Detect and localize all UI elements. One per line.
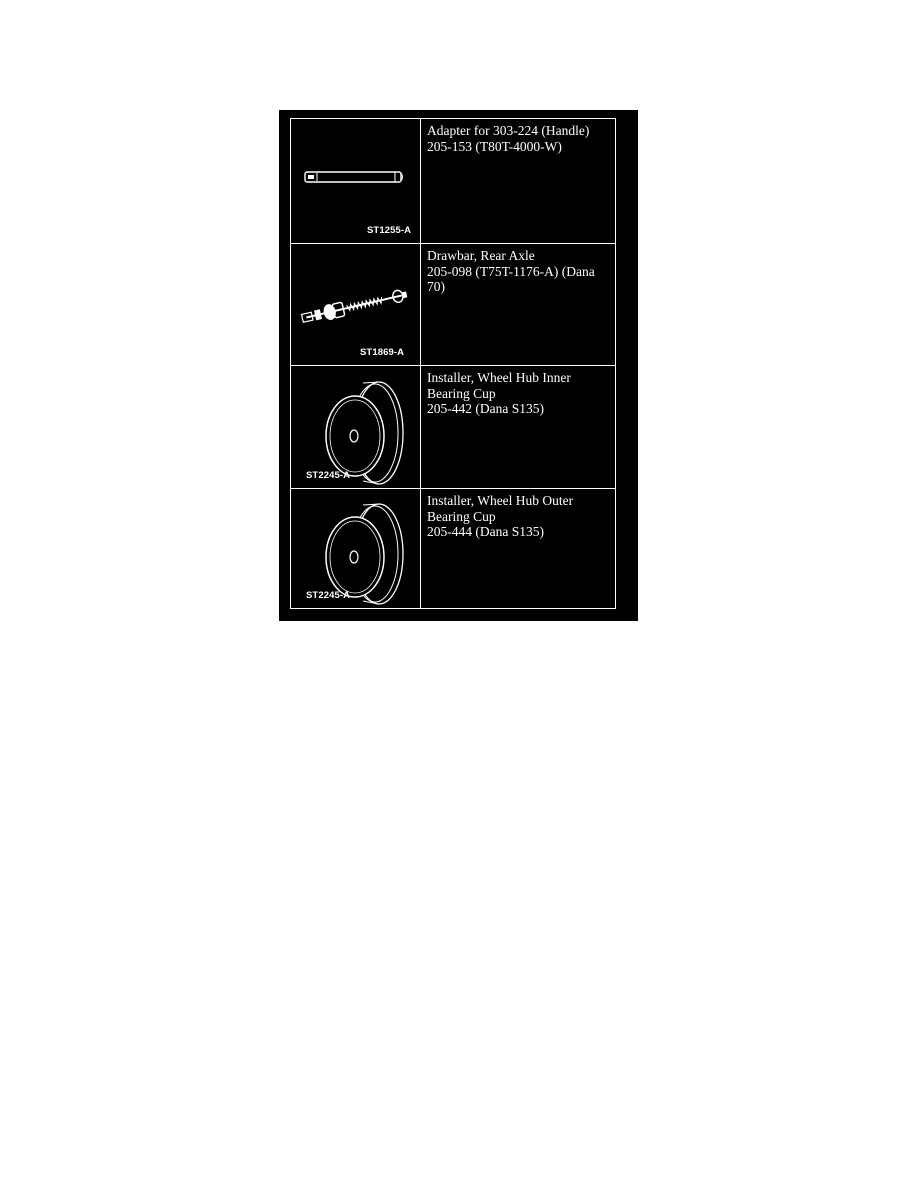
special-tools-table	[290, 118, 616, 609]
description-line: Installer, Wheel Hub Inner	[427, 370, 571, 385]
tool-row-drawbar	[291, 243, 615, 365]
tool-image-cell	[291, 489, 421, 608]
tool-image-cell	[291, 244, 421, 365]
description-line: 70)	[427, 279, 445, 294]
tool-description	[427, 123, 612, 154]
tool-image-cell	[291, 366, 421, 488]
description-line: 205-444 (Dana S135)	[427, 524, 544, 539]
description-line: Bearing Cup	[427, 508, 496, 524]
description-line: Drawbar, Rear Axle	[427, 248, 535, 263]
tool-image-cell	[291, 119, 421, 243]
description-line: Bearing Cup	[427, 385, 496, 401]
description-line: Adapter for 303-224 (Handle)	[427, 123, 590, 138]
tool-row-outer-installer	[291, 488, 615, 608]
description-line: Installer, Wheel Hub Outer	[427, 493, 574, 508]
tool-row-adapter	[291, 119, 615, 243]
tool-description	[427, 248, 612, 295]
illustration-code: ST2245-A	[306, 470, 351, 481]
tool-description	[427, 370, 612, 417]
tool-row-inner-installer	[291, 365, 615, 488]
illustration-code: ST1255-A	[367, 225, 412, 236]
special-tools-panel	[279, 110, 638, 621]
tool-description	[427, 493, 612, 540]
description-line: 205-153 (T80T-4000-W)	[427, 138, 562, 154]
description-line: 205-442 (Dana S135)	[427, 401, 544, 416]
illustration-code: ST2245-A	[306, 590, 351, 601]
description-line: 205-098 (T75T-1176-A) (Dana	[427, 263, 595, 279]
illustration-code: ST1869-A	[360, 347, 405, 358]
